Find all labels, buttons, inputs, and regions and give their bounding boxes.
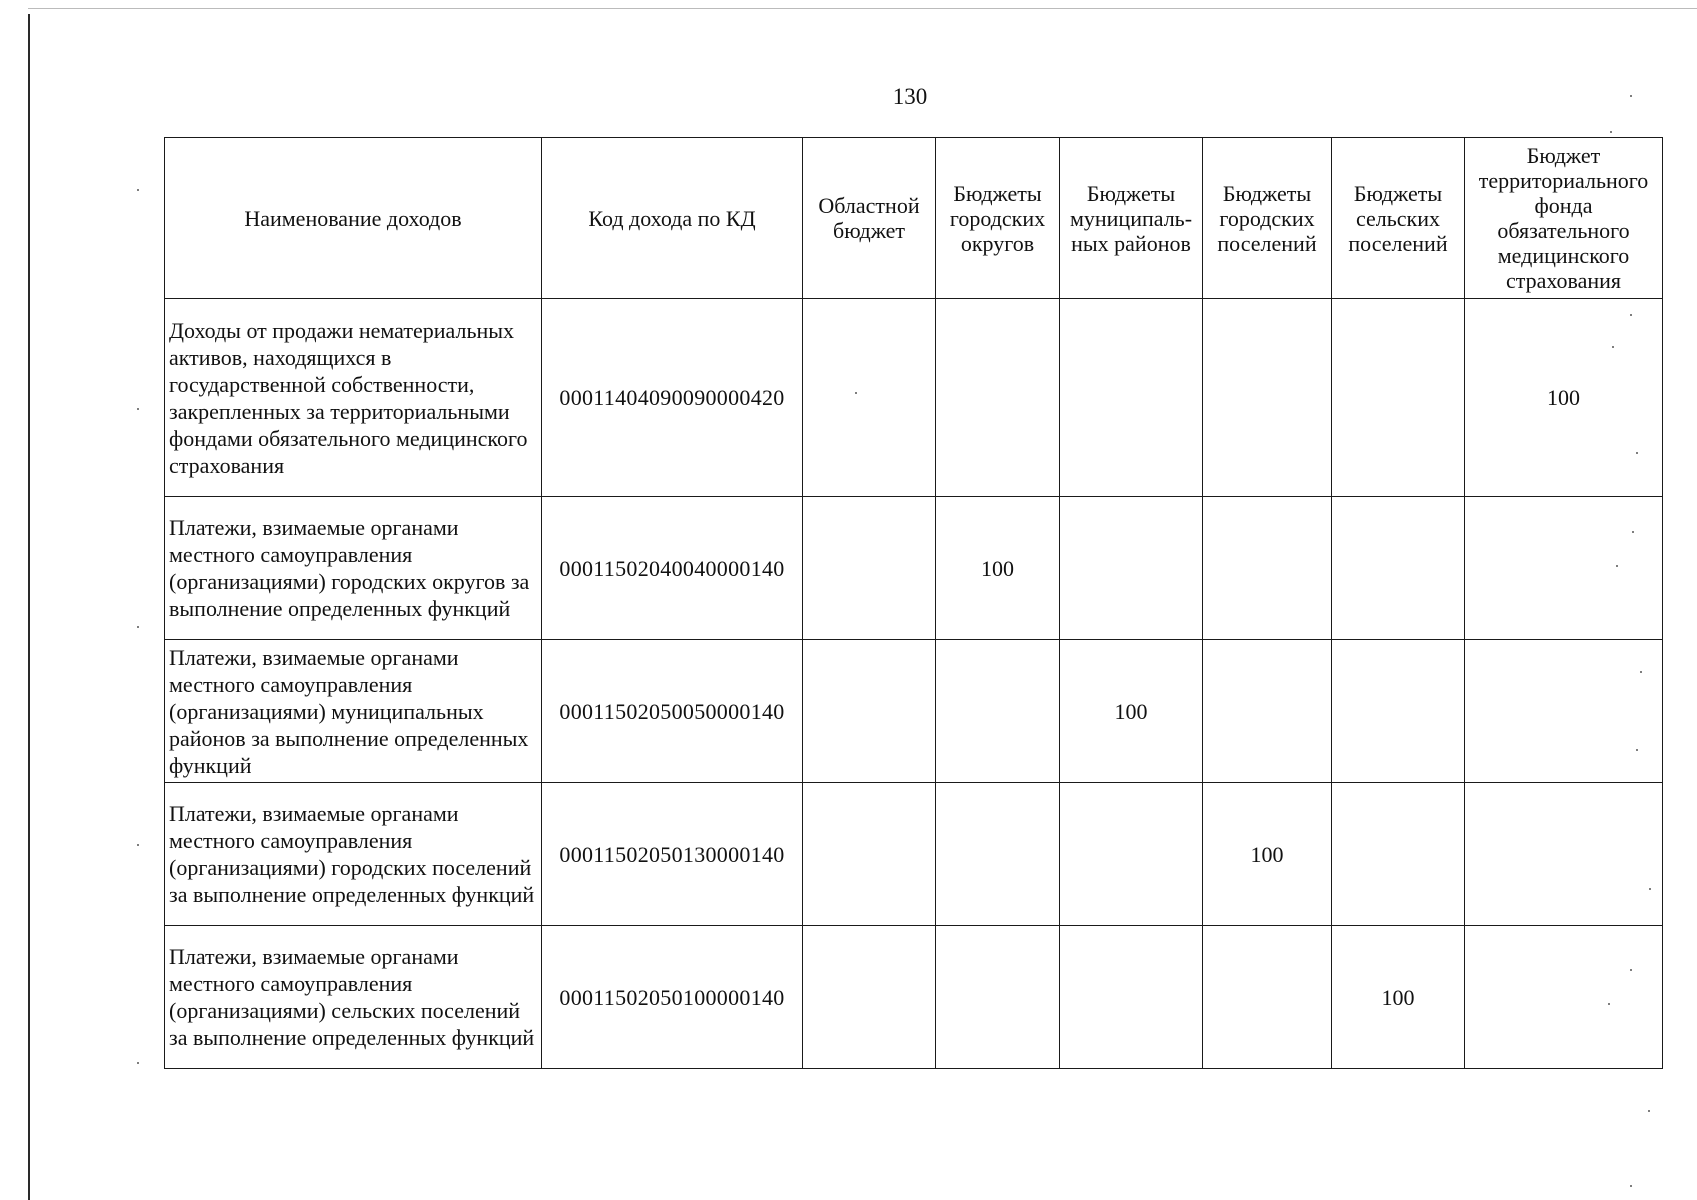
- municipal-districts-cell: [1060, 783, 1203, 926]
- income-code-cell: 00011404090090000420: [542, 299, 803, 497]
- regional-budget-cell: [803, 640, 936, 783]
- header-urban-settlements: Бюджеты городских поселений: [1203, 138, 1332, 299]
- header-health-insurance-fund: Бюджет территориального фонда обязательного медицинского страхования: [1465, 138, 1663, 299]
- rural-settlements-cell: [1332, 497, 1465, 640]
- urban-settlements-cell: [1203, 299, 1332, 497]
- municipal-districts-cell: [1060, 299, 1203, 497]
- scan-speck: [1610, 131, 1612, 133]
- regional-budget-cell: [803, 783, 936, 926]
- scan-speck: [137, 408, 139, 410]
- urban-districts-cell: [936, 926, 1060, 1069]
- table-row: [165, 299, 1663, 497]
- urban-settlements-cell: 100: [1203, 783, 1332, 926]
- regional-budget-cell: [803, 497, 936, 640]
- municipal-districts-cell: 100: [1060, 640, 1203, 783]
- scan-speck: [137, 626, 139, 628]
- urban-settlements-cell: [1203, 497, 1332, 640]
- scan-speck: [1648, 1110, 1650, 1112]
- urban-districts-cell: [936, 299, 1060, 497]
- health-insurance-fund-cell: [1465, 783, 1663, 926]
- urban-districts-cell: 100: [936, 497, 1060, 640]
- income-distribution-table: [164, 137, 1663, 1069]
- regional-budget-cell: [803, 299, 936, 497]
- scan-speck: [137, 189, 139, 191]
- scan-speck: [1630, 1185, 1632, 1187]
- urban-districts-cell: [936, 640, 1060, 783]
- municipal-districts-cell: [1060, 926, 1203, 1069]
- rural-settlements-cell: [1332, 783, 1465, 926]
- rural-settlements-cell: [1332, 299, 1465, 497]
- page-number: 130: [892, 84, 928, 109]
- scan-speck: [1630, 95, 1632, 97]
- income-name-cell: Платежи, взимаемые органами местного самоуправления (организациями) сельских поселений за выполнение определенных функций: [165, 926, 542, 1069]
- regional-budget-cell: [803, 926, 936, 1069]
- urban-settlements-cell: [1203, 640, 1332, 783]
- table-row: [165, 926, 1663, 1069]
- income-name-cell: Платежи, взимаемые органами местного самоуправления (организациями) городских поселений за выполнение определенных функций: [165, 783, 542, 926]
- table-row: [165, 783, 1663, 926]
- table-header-row: [165, 138, 1663, 299]
- header-urban-districts: Бюджеты городских округов: [936, 138, 1060, 299]
- header-regional-budget: Областной бюджет: [803, 138, 936, 299]
- header-income-code: Код дохода по КД: [542, 138, 803, 299]
- rural-settlements-cell: 100: [1332, 926, 1465, 1069]
- income-code-cell: 00011502040040000140: [542, 497, 803, 640]
- income-code-cell: 00011502050050000140: [542, 640, 803, 783]
- urban-districts-cell: [936, 783, 1060, 926]
- income-name-cell: Платежи, взимаемые органами местного самоуправления (организациями) городских округов за выполнение определенных функций: [165, 497, 542, 640]
- urban-settlements-cell: [1203, 926, 1332, 1069]
- income-code-cell: 00011502050130000140: [542, 783, 803, 926]
- municipal-districts-cell: [1060, 497, 1203, 640]
- header-income-name: Наименование доходов: [165, 138, 542, 299]
- health-insurance-fund-cell: [1465, 926, 1663, 1069]
- income-name-cell: Доходы от продажи нематериальных активов, находящихся в государственной собственности, закрепленных за территориальными фондами обязательного медицинского страхования: [165, 299, 542, 497]
- income-code-cell: 00011502050100000140: [542, 926, 803, 1069]
- header-rural-settlements: Бюджеты сельских поселений: [1332, 138, 1465, 299]
- scan-speck: [137, 1062, 139, 1064]
- income-name-cell: Платежи, взимаемые органами местного самоуправления (организациями) муниципальных районов за выполнение определенных функций: [165, 640, 542, 783]
- header-municipal-districts: Бюджеты муниципаль-ных районов: [1060, 138, 1203, 299]
- rural-settlements-cell: [1332, 640, 1465, 783]
- health-insurance-fund-cell: [1465, 640, 1663, 783]
- page-top-edge: [28, 8, 1697, 9]
- page-binding-edge: [28, 14, 30, 1200]
- health-insurance-fund-cell: 100: [1465, 299, 1663, 497]
- health-insurance-fund-cell: [1465, 497, 1663, 640]
- scan-speck: [137, 844, 139, 846]
- table-row: [165, 640, 1663, 783]
- table-row: [165, 497, 1663, 640]
